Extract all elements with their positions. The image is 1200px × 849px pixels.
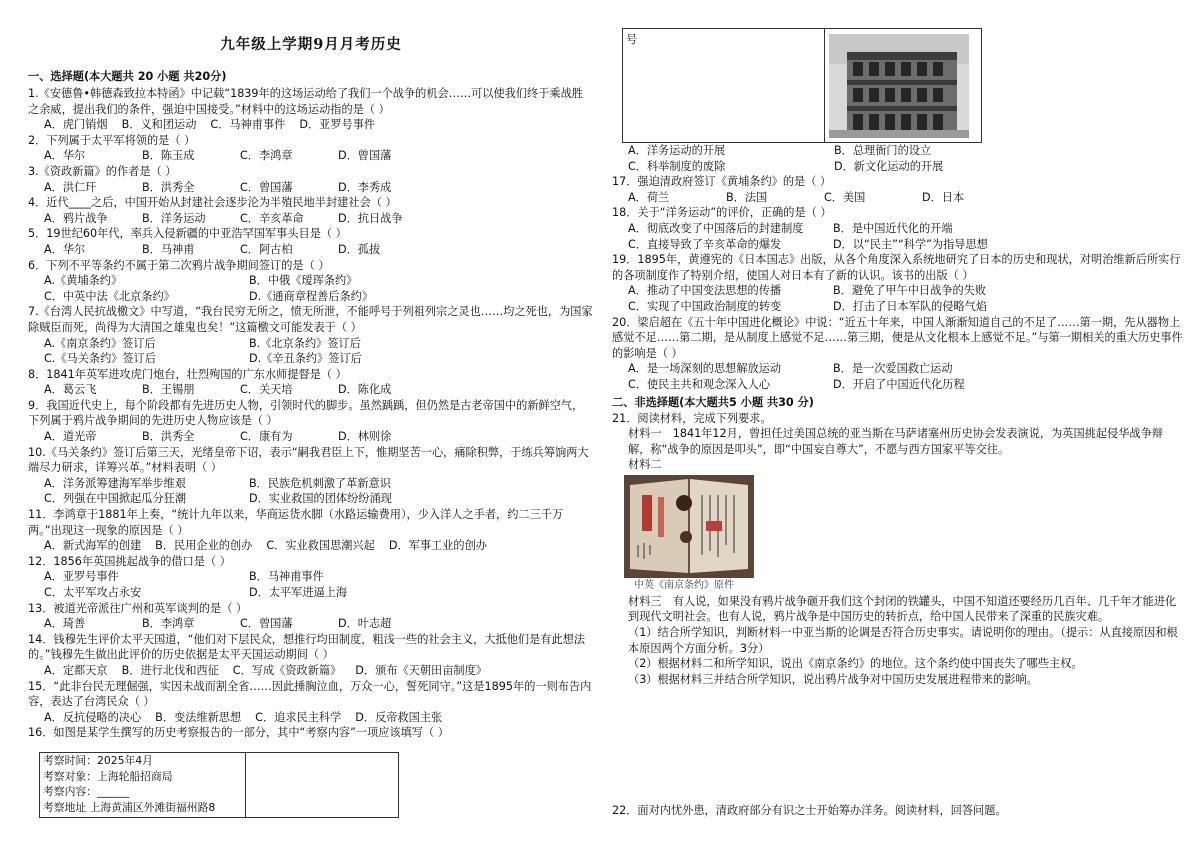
question-stem: 20．梁启超在《五十年中国进化概论》中说：“近五十年来，中国人渐渐知道自己的不足了……第一期，先从器物上感觉不足……第二期，是从制度上感觉不足……第三期，便是从文化根本上感觉不足。”与第一期相关的重大历史事件的影响是（ ） (612, 315, 1183, 360)
question-item (28, 507, 594, 554)
report-object: 考察对象：上海轮船招商局 (43, 769, 173, 783)
answer-option: D.《通商章程善后条约》 (249, 289, 374, 303)
answer-option: B．洪秀全 (142, 180, 195, 194)
answer-option: D．林则徐 (338, 430, 392, 444)
option-row (612, 361, 1184, 392)
answer-option: C．科举制度的废除 (628, 159, 726, 173)
question-item (28, 445, 594, 507)
answer-option: D．军事工业的创办 (388, 539, 487, 553)
answer-option: C．写成《资政新篇》 (232, 663, 342, 677)
answer-option: B．中俄《瑷珲条约》 (249, 274, 358, 288)
report-table (39, 752, 399, 818)
question-stem: 4．近代____之后，中国开始从封建社会逐步沦为半殖民地半封建社会（ ） (28, 196, 397, 210)
question-item (28, 725, 594, 741)
option-row (28, 336, 594, 367)
answer-option: C.《马关条约》签订后 (44, 352, 157, 366)
left-column (28, 0, 594, 741)
question-stem: 7.《台湾人民抗战檄文》中写道，“我台民穷无所之，愤无所泄，不能呼号于列祖列宗之灵也……均之死也，为国家除贼臣而死，尚得为大清国之雄鬼也矣！”这篇檄文可能发表于（ ） (28, 305, 593, 334)
answer-option: D．曾国藩 (338, 149, 392, 163)
answer-option: D．陈化成 (338, 383, 392, 397)
option-row (28, 476, 594, 507)
answer-option: A．推动了中国变法思想的传播 (628, 284, 782, 298)
answer-option: D．叶志超 (338, 617, 392, 631)
answer-option: A．新式海军的创建 (44, 539, 142, 553)
answer-option: B．民用企业的创办 (155, 539, 253, 553)
answer-option: D．日本 (922, 190, 965, 204)
treaty-caption: 中英《南京条约》原件 (634, 579, 734, 591)
question-stem: 9．我国近代史上，每个阶段都有先进历史人物，引领时代的脚步。虽然踽踽，但仍然是古老帝国中的新鲜空气，下列属于鸦片战争期间的先进历史人物应该是（ ） (28, 398, 584, 428)
report-time: 考察时间：2025年4月 (43, 754, 153, 767)
answer-option: A．洋务运动的开展 (628, 144, 726, 157)
question-item (28, 554, 594, 601)
answer-option: C．关天培 (240, 383, 293, 397)
question-stem: 11．李鸿章于1881年上奏，“统计九年以来，华商运货水脚（水路运输费用），少入洋人之手者，约二三千万两。”出现这一现象的原因是（ ） (28, 508, 564, 537)
q21-material1: 材料一 1841年12月，曾担任过美国总统的亚当斯在马萨诸塞州历史协会发表演说，为英国挑起侵华战争辩解，称“战争的原因是叩头”，即“中国妄自尊大”，不愿与西方国家平等交往。 (628, 427, 1163, 456)
answer-option: B．总理衙门的设立 (834, 144, 932, 157)
q16-options (612, 143, 1184, 174)
question-stem: 10.《马关条约》签订后第三天，光绪皇帝下诏，表示“嗣我君臣上下，惟期坚苦一心，痛除积弊，于练兵筹饷两大端尽力研求，详筹兴革。”材料表明（ ） (28, 445, 589, 475)
question-stem: 2．下列属于太平军将领的是（ ） (28, 133, 196, 147)
question-item (28, 601, 594, 632)
answer-option: A．洋务派筹建海军举步维艰 (44, 476, 186, 490)
q22-stem: 22．面对内忧外患，清政府部分有识之士开始筹办洋务。阅读材料，回答问题。 (612, 804, 1007, 817)
question-stem: 14．钱穆先生评价太平天国道，“他们对下层民众，想推行均田制度，粗浅一些的社会主义，大抵他们是有此想法的。”钱穆先生做出此评价的历史依据是太平天国运动期间（ ） (28, 632, 586, 662)
question-stem: 15．“此非台民无理倔强，实因未战而割全省……因此捶胸泣血，万众一心，誓死同守。”这是1895年的一则布告内容，表达了台湾民众（ ） (28, 679, 592, 709)
option-row (28, 273, 594, 304)
report-content: 考察内容：______ (43, 785, 130, 798)
answer-option: C．康有为 (240, 430, 293, 444)
question-stem: 18．关于“洋务运动”的评价，正确的是（ ） (612, 206, 832, 220)
question-item (28, 195, 594, 226)
answer-option: A．是一场深刻的思想解放运动 (628, 362, 782, 376)
section-choice-heading: 一、选择题(本大题共 20 小题 共20分) (28, 70, 227, 83)
question-item (28, 133, 594, 164)
answer-option: A.《黄埔条约》 (44, 274, 123, 288)
question-item (28, 679, 594, 726)
answer-option: D．孤拔 (338, 242, 381, 256)
q21-sub2: （2）根据材料二和所学知识，说出《南京条约》的地位。这个条约使中国丧失了哪些主权。 (628, 657, 1083, 671)
question-stem: 16．如图是某学生撰写的历史考察报告的一部分，其中“考察内容”一项应该填写（ ） (28, 726, 449, 740)
answer-option: A．葛云飞 (44, 383, 97, 397)
page-title: 九年级上学期9月月考历史 (220, 36, 402, 53)
answer-option: B．李鸿章 (142, 617, 195, 631)
question-stem: 1.《安德鲁•韩德森致拉本特函》中记载“1839年的这场运动给了我们一个战争的机会……可以使我们终于乘战胜之余威，提出我们的条件，强迫中国接受。”材料中的这场运动指的是（ ） (28, 87, 583, 116)
answer-option: C．使民主共和观念深入人心 (628, 377, 771, 391)
answer-option: D．反帝救国主张 (355, 710, 443, 724)
right-column (612, 0, 1184, 687)
answer-option: A．荷兰 (628, 190, 670, 204)
question-item (28, 367, 594, 398)
answer-option: B．进行北伐和西征 (121, 663, 219, 677)
q21-material2-label: 材料二 (628, 458, 662, 472)
option-row (28, 180, 594, 196)
answer-option: A．亚罗号事件 (44, 570, 119, 584)
question-item (28, 304, 594, 366)
question-item (28, 86, 594, 133)
q21-sub1: （1）结合所学知识，判断材料一中亚当斯的论调是否符合历史事实。请说明你的理由。（提示：从直接原因和根本原因两个方面分析。3分） (628, 626, 1178, 655)
report-place: 考察地址 上海黄浦区外滩街福州路8 (43, 800, 216, 814)
answer-option: B．王锡朋 (142, 383, 195, 397)
answer-option: B．义和团运动 (121, 118, 197, 132)
option-row (612, 221, 1184, 252)
question-stem: 13．被道光帝派往广州和英军谈判的是（ ） (28, 601, 248, 615)
question-item (612, 205, 1184, 252)
answer-option: C．美国 (824, 190, 866, 204)
answer-option: C．中英中法《北京条约》 (44, 289, 175, 303)
q21-sub3: （3）根据材料三并结合所学知识，说出鸦片战争对中国历史发展进程带来的影响。 (628, 672, 1038, 686)
answer-option: D．实业救国的团体纷纷涌现 (249, 492, 392, 506)
question-item (612, 174, 1184, 205)
answer-option: A．定都天京 (44, 663, 108, 677)
answer-option: B．法国 (726, 190, 768, 204)
question-stem: 17．强迫清政府签订《黄埔条约》的是（ ） (612, 175, 832, 189)
answer-option: B．避免了甲午中日战争的失败 (833, 284, 987, 298)
answer-option: B．陈玉成 (142, 149, 195, 163)
answer-option: D．太平军进逼上海 (249, 586, 348, 599)
question-list-left (28, 86, 594, 741)
option-row (28, 117, 594, 133)
report-place-cont: 号 (626, 33, 638, 46)
answer-option: D．打击了日本军队的侵略气焰 (833, 299, 988, 313)
answer-option: B．洋务运动 (142, 211, 206, 225)
question-item (612, 252, 1184, 314)
answer-option: B．洪秀全 (142, 430, 195, 444)
question-item (28, 258, 594, 305)
answer-option: A．鸦片战争 (44, 211, 108, 225)
answer-option: C．辛亥革命 (240, 211, 304, 225)
question-stem: 3.《资政新篇》的作者是（ ） (28, 164, 177, 178)
answer-option: C．太平军攻占永安 (44, 586, 142, 599)
answer-option: A．华尔 (44, 242, 86, 256)
answer-option: A．道光帝 (44, 430, 97, 444)
answer-option: C．实业救国思潮兴起 (266, 539, 375, 553)
answer-option: C．直接导致了辛亥革命的爆发 (628, 237, 782, 251)
answer-option: D．开启了中国近代化历程 (833, 377, 965, 391)
answer-option: A．彻底改变了中国落后的封建制度 (628, 221, 804, 235)
answer-option: D．新文化运动的开展 (834, 159, 944, 173)
section-nonchoice-heading: 二、非选择题(本大题共5 小题 共30 分) (612, 395, 814, 409)
answer-option: C．曾国藩 (240, 180, 293, 194)
answer-option: B．马神甫事件 (249, 570, 324, 584)
q21-material3: 材料三 有人说，如果没有鸦片战争砸开我们这个封闭的铁罐头，中国不知道还要经历几百年、几千年才能进化到现代文明社会。也有人说，鸦片战争是中国历史的转折点，给中国人民带来了深重的民族灾难。 (628, 594, 1177, 624)
option-row (28, 429, 594, 445)
answer-option: B．马神甫 (142, 242, 195, 256)
answer-option: A.《南京条约》签订后 (44, 336, 156, 350)
answer-option: C．李鸿章 (240, 149, 293, 163)
answer-option: C．马神甫事件 (210, 118, 286, 132)
question-stem: 8．1841年英军进攻虎门炮台，壮烈殉国的广东水师提督是（ ） (28, 367, 347, 381)
answer-option: C．追求民主科学 (255, 710, 342, 724)
answer-option: D．抗日战争 (338, 211, 403, 225)
answer-option: B.《北京条约》签订后 (249, 336, 361, 350)
question-item (612, 315, 1184, 393)
question-stem: 19．1895年，黄遵宪的《日本国志》出版，从各个角度深入系统地研究了日本的历史和现状，对明治维新后所实行的各项制度作了特别介绍，使国人对日本有了新的认识。该书的出版（ ） (612, 253, 1181, 282)
answer-option: D．以“民主”“科学”为指导思想 (833, 237, 988, 251)
option-row (28, 211, 594, 227)
answer-option: A．洪仁玕 (44, 180, 97, 194)
question-stem: 5．19世纪60年代，率兵入侵新疆的中亚浩罕国军事头目是（ ） (28, 227, 347, 241)
question-stem: 12．1856年英国挑起战争的借口是（ ） (28, 554, 231, 568)
answer-option: C．阿古柏 (240, 242, 293, 256)
answer-option: B．民族危机刺激了革新意识 (249, 476, 391, 490)
answer-option: C．列强在中国掀起瓜分狂潮 (44, 492, 187, 506)
answer-option: D.《辛丑条约》签订后 (249, 352, 362, 366)
option-row (28, 710, 594, 726)
answer-option: B．变法维新思想 (155, 710, 242, 724)
option-row (28, 242, 594, 258)
answer-option: D．李秀成 (338, 180, 392, 194)
question-item (28, 632, 594, 679)
treaty-photo (624, 475, 754, 578)
q21-intro: 21．阅读材料，完成下列要求。 (612, 411, 772, 425)
option-row (28, 148, 594, 164)
option-row (28, 538, 594, 554)
answer-option: A．虎门销烟 (44, 118, 108, 132)
question-stem: 6．下列不平等条约不属于第二次鸦片战争期间签订的是（ ） (28, 258, 330, 272)
answer-option: A．琦善 (44, 617, 86, 631)
option-row (612, 190, 1184, 206)
question-item (28, 398, 594, 445)
option-row (612, 283, 1184, 314)
answer-option: C．曾国藩 (240, 617, 293, 631)
answer-option: D．亚罗号事件 (299, 118, 376, 132)
option-row (28, 569, 594, 600)
option-row (28, 382, 594, 398)
answer-option: A．反抗侵略的决心 (44, 710, 142, 724)
answer-option: A．华尔 (44, 149, 86, 163)
question-item (28, 164, 594, 195)
option-row (28, 663, 594, 679)
answer-option: C．实现了中国政治制度的转变 (628, 299, 782, 313)
question-item (28, 226, 594, 257)
option-row (28, 616, 594, 632)
answer-option: B．是中国近代化的开端 (833, 221, 953, 235)
question-list-right (612, 174, 1184, 392)
answer-option: B．是一次爱国救亡运动 (833, 362, 953, 376)
answer-option: D．颁布《天朝田亩制度》 (355, 663, 487, 677)
